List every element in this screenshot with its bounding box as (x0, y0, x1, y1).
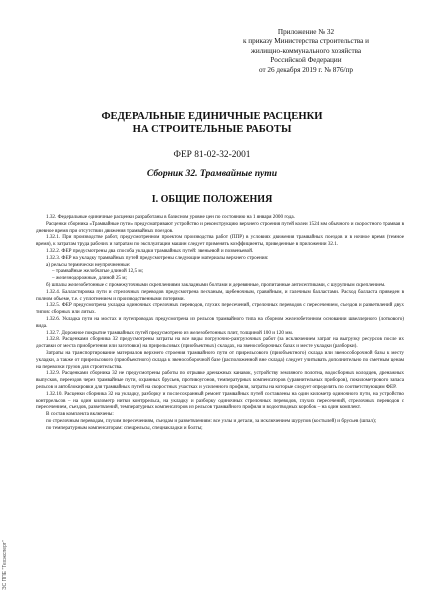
paragraph: 1.32. Федеральные единичные расценки разработаны в базисном уровне цен по состоянию на 1 января 2000 года. (46, 214, 295, 220)
paragraph: б) шпалы железобетонные с промежуточными скреплениями закладными болтами и деревянные, пропитанные антисептиками, с шурупным скреплением. (46, 281, 386, 288)
paragraph: 1.32.5. ФЕР предусмотрена укладка одиночных стрелочных переводов, глухих пересечений, стрелочных переводов с пересечением, съездов и разветвлений двух типов: сборных или литых. (36, 302, 404, 316)
list-item: – железнодорожные, длиной 25 м; (52, 275, 127, 282)
paragraph: по стрелочным переводам, глухим пересечениям, съездам и разветвлениям: все узлы и детали, за исключением шурупов (костылей) и брусьев (шпал); (46, 417, 377, 424)
paragraph: 1.32.3. ФЕР на укладку трамвайных путей предусмотрены следующие материалы верхнего строения: (46, 254, 269, 261)
paragraph: 1.32.9. Расценками сборника 32 не предусмотрены работы по отрывке дренажных канавок, устройству земляного полотна, водосборных колодцев, дренажных выпусков, переездов через трамвайные пути, охранных брусьев, противоугонов, температурных компенсаторов (уравнительных приборов), покилометрового запаса рельсов и автоблокировки для трамвайных путей на скоростных участках и усиленного профиля, затраты на которые следует определять по соответствующим ФЕР. (36, 370, 404, 390)
appendix-header (216, 28, 396, 75)
appendix-line: от 26 декабря 2019 г. № 876/пр (259, 65, 353, 74)
paragraph: 1.32.4. Балластировка пути и стрелочных переводов предусмотрена песчаным, щебеночным, гравийным, и галечным балластами. Расход балласта приведен в полном объеме, т.е. с уплотнением и производственными потерями. (36, 288, 404, 302)
paragraph: 1.32.8. Расценками сборника 32 предусмотрены затраты на все виды погрузочно-разгрузочных работ (за исключением затрат на выгрузку ресурсов после их доставки от места приобретения или заготовки) на прирельсовых (приобъектных) складах, на звенособорочных базах и месте укладки (разборки). (36, 336, 404, 350)
appendix-line: Российской Федерации (270, 56, 342, 65)
side-stamp: ЭС ППЕ "Техэксперт" (2, 540, 8, 590)
document-code: ФЕР 81-02-32-2001 (173, 150, 251, 160)
document-title (40, 110, 384, 136)
section-heading: I. ОБЩИЕ ПОЛОЖЕНИЯ (151, 194, 273, 205)
appendix-line: Приложение № 32 (277, 28, 335, 36)
document-body (36, 214, 404, 432)
paragraph: Затраты на транспортирование материалов верхнего строения трамвайного пути от прирельсового (приобъектного) склада или звенособорочной базы к месту укладки, а также от прирельсового (приобъектного) склада к звенособорочной базе (расположенной вне склада) следует учитывать дополнительно по сметным ценам на перевозки грузов для строительства. (36, 349, 404, 370)
paragraph: В состав комплекта включены: (46, 411, 114, 418)
paragraph: а) рельсы термически неупрочненные: (46, 261, 131, 268)
list-item: – трамвайные желобчатые длиной 12,5 м; (52, 268, 144, 275)
title-line-2: НА СТРОИТЕЛЬНЫЕ РАБОТЫ (132, 124, 292, 135)
paragraph: 1.32.1. При производстве работ, предусмотренном проектом производства работ (ППР) в условиях движения трамвайных поездов и в ночное время (темное время), к затратам труда рабочих и затратам по эксплуатации машин следует применять коэффициенты, приведенные в приложении 32.1. (36, 234, 404, 248)
appendix-line: к приказу Министерства строительства и (242, 37, 369, 46)
paragraph: по температурным компенсаторам: спецрельсы, спецнакладки и болты; (46, 424, 203, 431)
paragraph: 1.32.7. Дорожное покрытие трамвайных путей предусмотрено из железобетонных плит, толщиной 100 и 120 мм. (46, 329, 294, 336)
collection-title: Сборник 32. Трамвайные пути (146, 168, 278, 179)
paragraph: 1.32.10. Расценки сборника 32 на укладку, разборку и послесохранный ремонт трамвайных путей составлены на один километр одиночного пути, на устройство контррельсов – на один километр нитки контррельса, на укладку и разборку одиночных стрелочных переводов, глухих пересечений, стрелочных переводов с пересечением, съездов, разветвлений, температурных компенсаторов из рельсов трамвайного профиля и водоотводных коробок – на один комплект. (36, 390, 404, 411)
paragraph: Расценки сборника «Трамвайные пути» предусматривают устройство и реконструкцию верхнего строения путей колеи 1524 мм обычного и скоростного трамвая в дневное время при отсутствии движения трамвайных поездов. (36, 220, 404, 234)
paragraph: 1.32.6. Укладка пути на мостах и путепроводах предусмотрена из рельсов трамвайного типа на сборном железобетонном основании швеллерного (лоткового) вида. (36, 315, 404, 329)
paragraph: 1.32.2. ФЕР предусмотрены два способа укладки трамвайных путей: звеньевой и позвеньевой. (46, 247, 254, 254)
appendix-line: жилищно-коммунального хозяйства (250, 46, 362, 55)
title-line-1: ФЕДЕРАЛЬНЫЕ ЕДИНИЧНЫЕ РАСЦЕНКИ (101, 111, 323, 122)
